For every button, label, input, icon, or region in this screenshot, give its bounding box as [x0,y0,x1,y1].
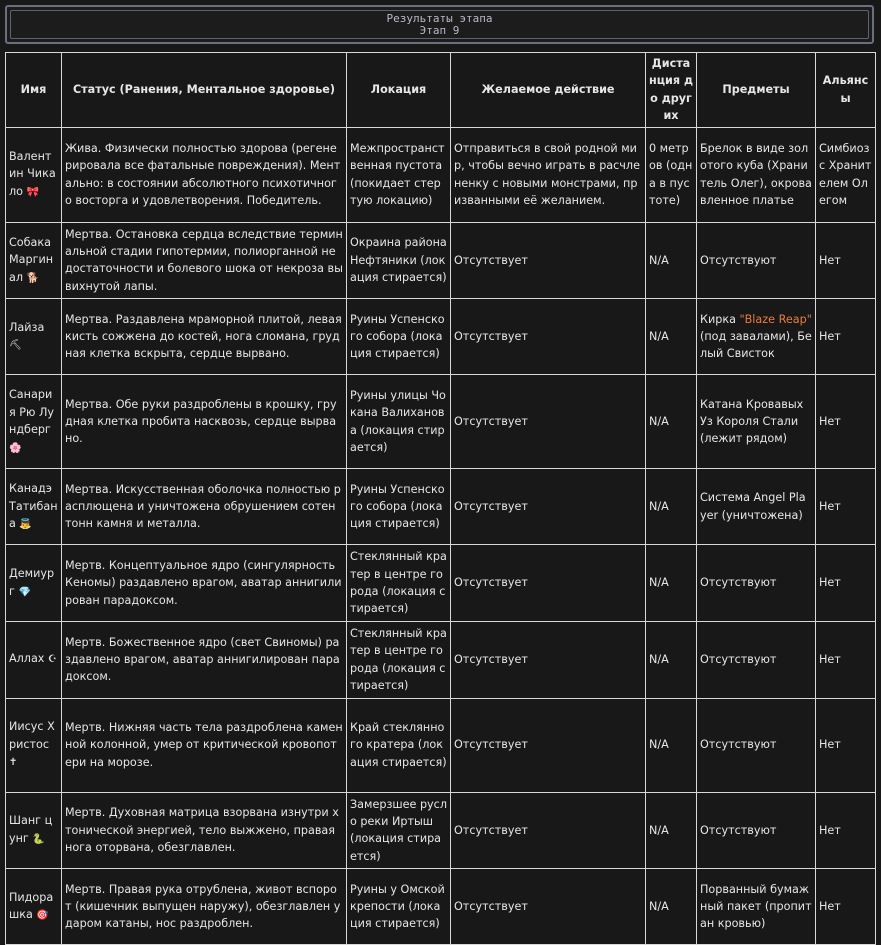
items-cell: Порванный бумажный пакет (пропитан кровью) [697,869,816,945]
name-cell [6,127,62,222]
participant-name: Демиург [9,567,55,598]
status-cell: Мертва. Искусственная оболочка полностью расплющена и уничтожена обрушением сотен тонн камня и металла. [62,469,347,545]
distance-cell: N/A [646,792,697,869]
header-subtitle: Этап 9 [419,23,460,37]
item-text: Кирка [700,312,740,326]
table-row [6,469,876,545]
status-cell: Мертв. Духовная матрица взорвана изнутри хтонической энергией, тело выжжено, правая нога оторвана, обезглавлен. [62,792,347,869]
location-cell: Окраина района Нефтяники (локация стирается) [347,222,451,299]
participant-name: Валентин Чикало [9,150,56,198]
angel-icon: 👼 [19,518,32,530]
items-cell: Катана Кровавых Уз Короля Стали (лежит рядом) [697,375,816,469]
action-cell: Отсутствует [451,792,646,869]
status-cell: Мертва. Остановка сердца вследствие терминальной стадии гипотермии, полиорганной недостаточности и болевого шока от некроза вывихнутой лапы. [62,222,347,299]
location-cell: Межпространственная пустота (покидает стертую локацию) [347,127,451,222]
participant-name: Лайза [9,320,45,334]
crescent-icon: ☪ [48,654,57,666]
table-row [6,299,876,375]
status-cell: Жива. Физически полностью здорова (регенерировала все фатальные повреждения). Ментально: в состоянии абсолютного психотичного восторга и удовлетворения. Победитель. [62,127,347,222]
alliances-cell: Нет [816,222,876,299]
items-cell [697,299,816,375]
target-icon: 🎯 [36,910,49,922]
header-frame [10,10,869,39]
name-cell [6,698,62,792]
name-cell [6,375,62,469]
col-header-action: Желаемое действие [451,53,646,128]
col-header-location: Локация [347,53,451,128]
status-cell: Мертв. Концептуальное ядро (сингулярность Кеномы) раздавлено врагом, аватар аннигилирован парадоксом. [62,545,347,622]
items-cell: Отсутствуют [697,222,816,299]
distance-cell: N/A [646,222,697,299]
status-cell: Мертв. Правая рука отрублена, живот вспорот (кишечник выпущен наружу), обезглавлен ударом катаны, нос раздроблен. [62,869,347,945]
alliances-cell: Нет [816,869,876,945]
action-cell: Отсутствует [451,869,646,945]
item-text: (под завалами), Белый Свисток [700,330,812,361]
participant-name: Аллах [9,652,45,666]
table-row [6,222,876,299]
name-cell [6,545,62,622]
highlighted-item-name: "Blaze Reap" [739,312,812,326]
gem-icon: 💎 [18,586,31,598]
header-title: Результаты этапа [386,11,493,25]
name-cell [6,621,62,698]
action-cell: Отсутствует [451,299,646,375]
table-row [6,545,876,622]
alliances-cell: Нет [816,469,876,545]
name-cell [6,792,62,869]
col-header-items: Предметы [697,53,816,128]
distance-cell: N/A [646,698,697,792]
action-cell: Отсутствует [451,698,646,792]
results-table [5,52,876,945]
status-cell: Мертв. Божественное ядро (свет Свиномы) раздавлено врагом, аватар аннигилирован парадоксом. [62,621,347,698]
items-cell: Брелок в виде золотого куба (Хранитель Олег), окровавленное платье [697,127,816,222]
distance-cell: N/A [646,545,697,622]
status-cell: Мертва. Обе руки раздроблены в крошку, грудная клетка пробита насквозь, сердце вырвано. [62,375,347,469]
stage-results-header [5,5,874,44]
action-cell: Отправиться в свой родной мир, чтобы вечно играть в расчлененку с новыми монстрами, призванными её желанием. [451,127,646,222]
ribbon-icon: 🎀 [26,186,40,198]
table-header-row [6,53,876,128]
dog-icon: 🐕 [26,272,40,284]
col-header-alliances: Альянсы [816,53,876,128]
name-cell [6,299,62,375]
action-cell: Отсутствует [451,469,646,545]
status-cell: Мертв. Нижняя часть тела раздроблена каменной колонной, умер от критической кровопотери на морозе. [62,698,347,792]
alliances-cell: Нет [816,299,876,375]
alliances-cell: Симбиоз с Хранителем Олегом [816,127,876,222]
flower-icon: 🌸 [9,442,22,454]
col-header-distance: Дистанция до других [646,53,697,128]
distance-cell: N/A [646,469,697,545]
table-row [6,698,876,792]
participant-name: Шанг цунг [9,814,53,845]
action-cell: Отсутствует [451,621,646,698]
location-cell: Замерзшее русло реки Иртыш (локация стирается) [347,792,451,869]
table-row [6,127,876,222]
location-cell: Стеклянный кратер в центре города (локация стирается) [347,621,451,698]
items-cell: Система Angel Player (уничтожена) [697,469,816,545]
participant-name: Канадэ Татибана [9,482,58,530]
items-cell: Отсутствуют [697,792,816,869]
items-cell: Отсутствуют [697,545,816,622]
col-header-name: Имя [6,53,62,128]
action-cell: Отсутствует [451,222,646,299]
location-cell: Руины улицы Чокана Валиханова (локация стирается) [347,375,451,469]
alliances-cell: Нет [816,792,876,869]
status-cell: Мертва. Раздавлена мраморной плитой, левая кисть сожжена до костей, нога сломана, грудная клетка вскрыта, сердце вырвано. [62,299,347,375]
items-cell: Отсутствуют [697,698,816,792]
name-cell [6,869,62,945]
action-cell: Отсутствует [451,545,646,622]
col-header-status: Статус (Ранения, Ментальное здоровье) [62,53,347,128]
distance-cell: N/A [646,299,697,375]
table-row [6,869,876,945]
table-row [6,375,876,469]
action-cell: Отсутствует [451,375,646,469]
name-cell [6,469,62,545]
distance-cell: N/A [646,375,697,469]
alliances-cell: Нет [816,545,876,622]
distance-cell: 0 метров (одна в пустоте) [646,127,697,222]
participant-name: Пидорашка [9,890,54,922]
location-cell: Руины Успенского собора (локация стирается) [347,299,451,375]
cross-icon: ✝ [9,757,18,769]
alliances-cell: Нет [816,621,876,698]
participant-name: Собака Маргинал [9,235,54,284]
name-cell [6,222,62,299]
location-cell: Руины у Омской крепости (локация стирается) [347,869,451,945]
items-cell: Отсутствуют [697,621,816,698]
participant-name: Санария Рю Лундберг [9,388,55,437]
distance-cell: N/A [646,869,697,945]
location-cell: Стеклянный кратер в центре города (локация стирается) [347,545,451,622]
table-row [6,621,876,698]
location-cell: Руины Успенского собора (локация стирается) [347,469,451,545]
participant-name: Иисус Христос [9,720,55,751]
alliances-cell: Нет [816,698,876,792]
location-cell: Край стеклянного кратера (локация стирается) [347,698,451,792]
snake-icon: 🐍 [32,833,45,845]
alliances-cell: Нет [816,375,876,469]
pickaxe-icon: ⛏ [9,340,22,352]
table-row [6,792,876,869]
distance-cell: N/A [646,621,697,698]
